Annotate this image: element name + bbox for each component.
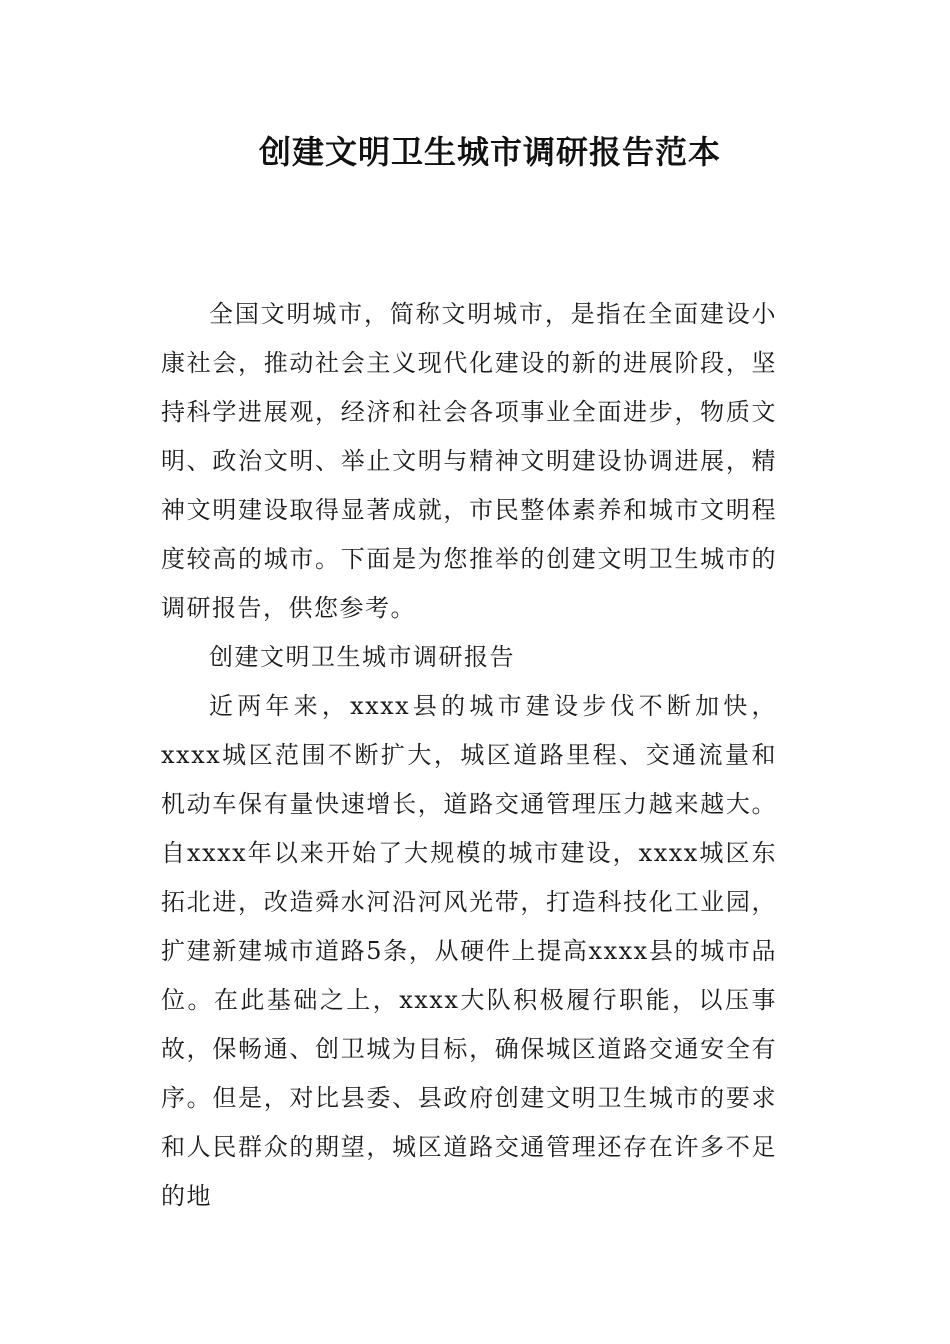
document-title: 创建文明卫生城市调研报告范本 — [258, 133, 721, 171]
body-paragraph: 近两年来，xxxx县的城市建设步伐不断加快，xxxx城区范围不断扩大，城区道路里程、交通流量和机动车保有量快速增长，道路交通管理压力越来越大。自xxxx年以来开始了大规模的城市建设，xxxx城区东拓北进，改造舜水河沿河风光带，打造科技化工业园，扩建新建城市道路5条，从硬件上提高xxxx县的城市品位。在此基础之上，xxxx大队积极履行职能，以压事故，保畅通、创卫城为目标，确保城区道路交通安全有序。但是，对比县委、县政府创建文明卫生城市的要求和人民群众的期望，城区道路交通管理还存在许多不足的地 — [161, 692, 777, 1210]
intro-paragraph: 全国文明城市，简称文明城市，是指在全面建设小康社会，推动社会主义现代化建设的新的进展阶段，坚持科学进展观，经济和社会各项事业全面进步，物质文明、政治文明、举止文明与精神文明建设协调进展，精神文明建设取得显著成就，市民整体素养和城市文明程度较高的城市。下面是为您推举的创建文明卫生城市的调研报告，供您参考。 — [161, 300, 777, 622]
section-heading: 创建文明卫生城市调研报告 — [209, 643, 515, 671]
document-body — [161, 290, 777, 1221]
